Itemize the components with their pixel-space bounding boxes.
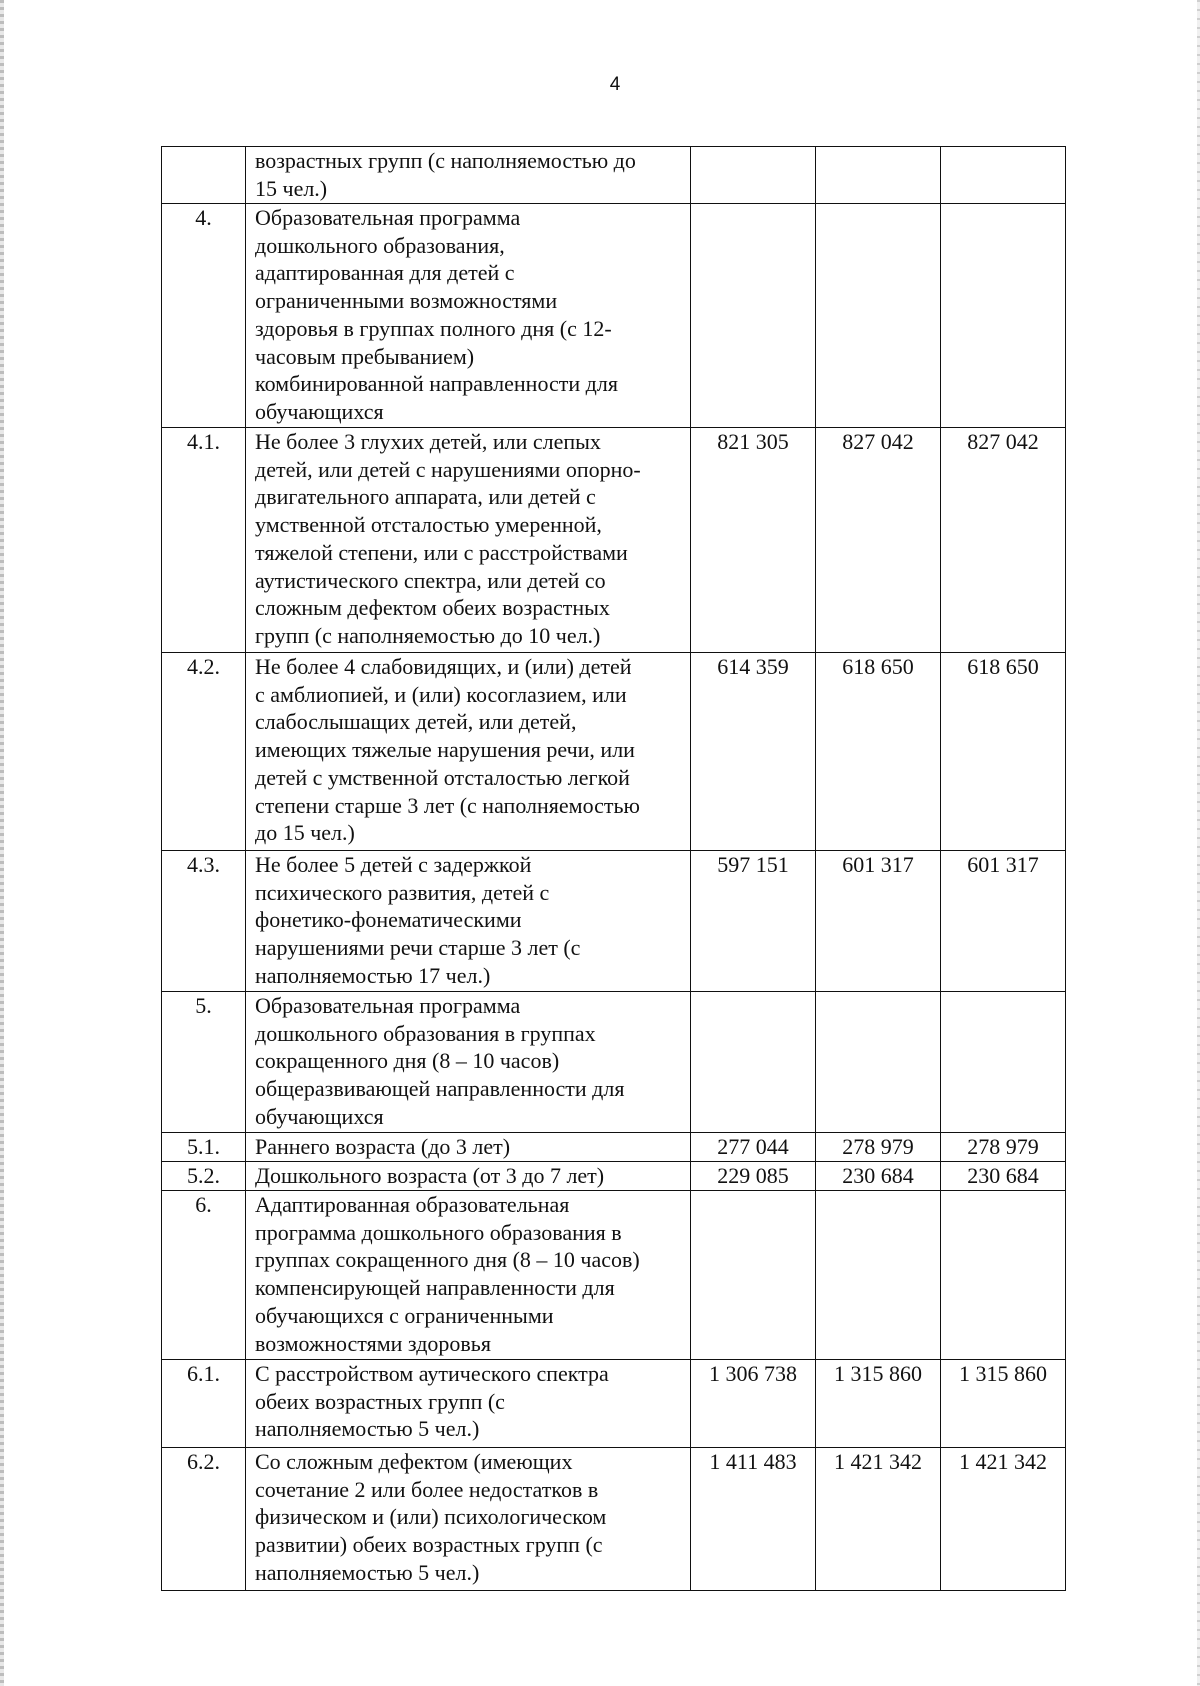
value-col-2 (816, 992, 941, 1133)
value-col-2: 278 979 (816, 1133, 941, 1162)
row-number: 6. (162, 1191, 246, 1360)
row-number: 5.2. (162, 1162, 246, 1191)
row-description: Со сложным дефектом (имеющих сочетание 2 или более недостатков в физическом и (или) психологическом развитии) обеих возрастных групп (с наполняемостью 5 чел.) (246, 1448, 691, 1591)
row-number: 5.1. (162, 1133, 246, 1162)
row-description: Раннего возраста (до 3 лет) (246, 1133, 691, 1162)
value-col-2: 827 042 (816, 428, 941, 653)
row-description: Адаптированная образовательная программа дошкольного образования в группах сокращенного дня (8 – 10 часов) компенсирующей направленности для обучающихся с ограниченными возможностями здоровья (246, 1191, 691, 1360)
value-col-1 (691, 204, 816, 428)
table-row (162, 1448, 1066, 1591)
row-number: 4.1. (162, 428, 246, 653)
table-row (162, 992, 1066, 1133)
value-col-3 (941, 147, 1066, 204)
row-number: 6.1. (162, 1360, 246, 1448)
value-col-1 (691, 147, 816, 204)
value-col-1: 597 151 (691, 851, 816, 992)
value-col-2 (816, 147, 941, 204)
value-col-1: 277 044 (691, 1133, 816, 1162)
value-col-1 (691, 992, 816, 1133)
value-col-1: 229 085 (691, 1162, 816, 1191)
row-number: 6.2. (162, 1448, 246, 1591)
value-col-3: 230 684 (941, 1162, 1066, 1191)
row-description: возрастных групп (с наполняемостью до 15 чел.) (246, 147, 691, 204)
table-row (162, 1191, 1066, 1360)
scan-edge-left (0, 0, 4, 1686)
row-number (162, 147, 246, 204)
table-row (162, 1162, 1066, 1191)
row-number: 4.3. (162, 851, 246, 992)
value-col-1 (691, 1191, 816, 1360)
value-col-1: 1 411 483 (691, 1448, 816, 1591)
value-col-3: 618 650 (941, 653, 1066, 851)
table-row (162, 851, 1066, 992)
row-description: Не более 5 детей с задержкой психического развития, детей с фонетико-фонематическими нарушениями речи старше 3 лет (с наполняемостью 17 чел.) (246, 851, 691, 992)
value-col-1: 821 305 (691, 428, 816, 653)
row-description: Образовательная программа дошкольного образования в группах сокращенного дня (8 – 10 часов) общеразвивающей направленности для обучающихся (246, 992, 691, 1133)
row-description: Образовательная программа дошкольного образования, адаптированная для детей с ограниченными возможностями здоровья в группах полного дня (с 12- часовым пребыванием) комбинированной направленности для обучающихся (246, 204, 691, 428)
value-col-1: 614 359 (691, 653, 816, 851)
value-col-3: 278 979 (941, 1133, 1066, 1162)
value-col-2: 230 684 (816, 1162, 941, 1191)
value-col-2: 601 317 (816, 851, 941, 992)
table-row (162, 1360, 1066, 1448)
value-col-3 (941, 992, 1066, 1133)
row-number: 4. (162, 204, 246, 428)
table-row (162, 1133, 1066, 1162)
value-col-3: 827 042 (941, 428, 1066, 653)
row-description: Дошкольного возраста (от 3 до 7 лет) (246, 1162, 691, 1191)
value-col-2 (816, 1191, 941, 1360)
value-col-3: 1 315 860 (941, 1360, 1066, 1448)
table-row (162, 204, 1066, 428)
row-number: 4.2. (162, 653, 246, 851)
value-col-3 (941, 204, 1066, 428)
value-col-2: 618 650 (816, 653, 941, 851)
value-col-1: 1 306 738 (691, 1360, 816, 1448)
table-row (162, 653, 1066, 851)
row-description: С расстройством аутического спектра обеих возрастных групп (с наполняемостью 5 чел.) (246, 1360, 691, 1448)
value-col-3: 1 421 342 (941, 1448, 1066, 1591)
row-number: 5. (162, 992, 246, 1133)
page-number: 4 (609, 74, 621, 95)
value-col-2: 1 421 342 (816, 1448, 941, 1591)
value-col-3: 601 317 (941, 851, 1066, 992)
table-row (162, 147, 1066, 204)
table-row (162, 428, 1066, 653)
row-description: Не более 3 глухих детей, или слепых детей, или детей с нарушениями опорно- двигательного аппарата, или детей с умственной отсталостью умеренной, тяжелой степени, или с расстройствами аутистического спектра, или детей со сложным дефектом обеих возрастных групп (с наполняемостью до 10 чел.) (246, 428, 691, 653)
tariff-table (161, 146, 1066, 1591)
value-col-2 (816, 204, 941, 428)
value-col-3 (941, 1191, 1066, 1360)
row-description: Не более 4 слабовидящих, и (или) детей с амблиопией, и (или) косоглазием, или слабослышащих детей, или детей, имеющих тяжелые нарушения речи, или детей с умственной отсталостью легкой степени старше 3 лет (с наполняемостью до 15 чел.) (246, 653, 691, 851)
value-col-2: 1 315 860 (816, 1360, 941, 1448)
